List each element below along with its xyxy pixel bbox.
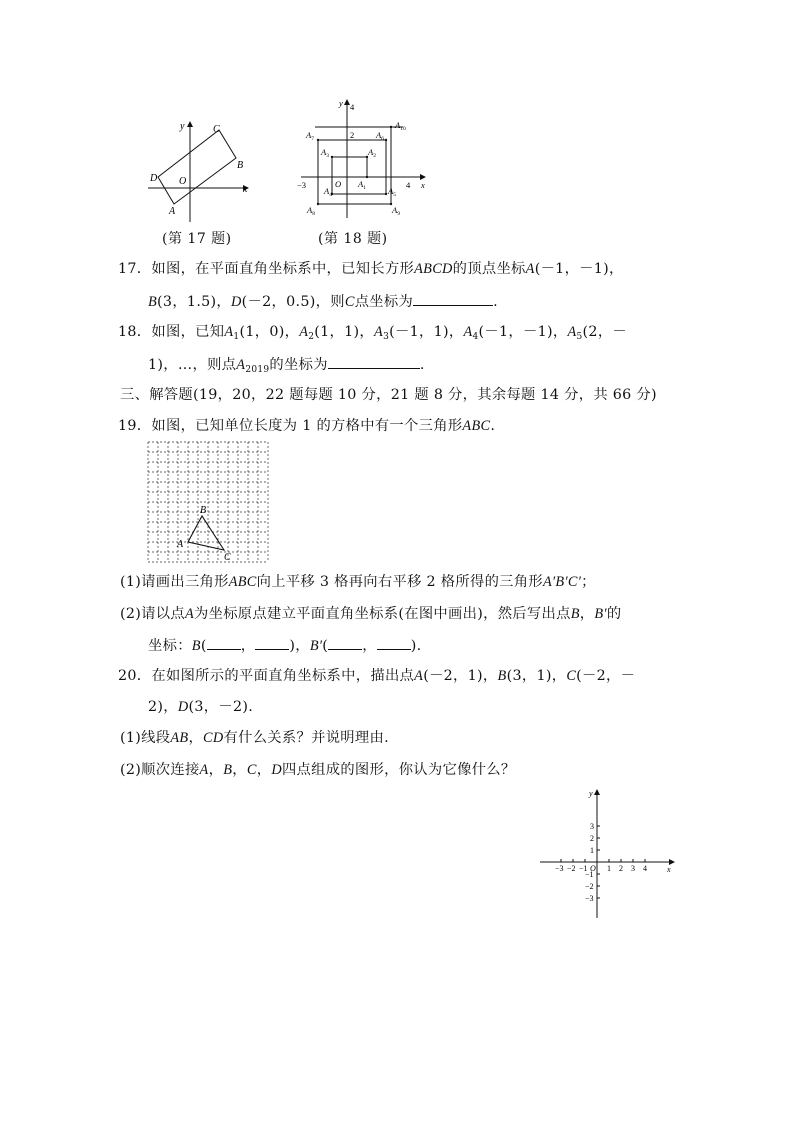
q17-line-1: 17．如图，在平面直角坐标系中，已知长方形ABCD的顶点坐标A(－1，－1)， bbox=[118, 261, 624, 277]
label-a2: $A_2$ bbox=[368, 147, 376, 159]
tick-x-4: 4 bbox=[643, 864, 647, 873]
tick-y-2: 2 bbox=[350, 130, 355, 140]
label-x: x bbox=[243, 184, 248, 195]
tick-x-2: 2 bbox=[619, 864, 623, 873]
tick-y-1: 1 bbox=[590, 846, 594, 855]
tick-x-3: 3 bbox=[631, 864, 635, 873]
caption-figure-18: (第 18 题) bbox=[318, 231, 388, 247]
label-a4: $A_4$ bbox=[324, 186, 332, 198]
figure-20-axes bbox=[536, 786, 680, 922]
rectangle-abcd bbox=[158, 130, 236, 204]
tick-y-2: 2 bbox=[590, 834, 594, 843]
label-d: D bbox=[150, 173, 158, 184]
label-b: B bbox=[237, 160, 244, 171]
tick-x-neg1: −1 bbox=[579, 864, 588, 873]
label-a9: $A_9$ bbox=[392, 205, 400, 217]
tick-y-neg2: −2 bbox=[585, 882, 594, 891]
answer-blank-b2-x[interactable] bbox=[328, 634, 362, 650]
label-a10: $A_{10}$ bbox=[395, 120, 406, 132]
figure-18 bbox=[295, 96, 435, 222]
label-x: x bbox=[421, 180, 425, 190]
label-o: O bbox=[335, 179, 342, 189]
label-c: C bbox=[224, 552, 231, 563]
label-y: y bbox=[589, 789, 593, 798]
section-3-title: 三、解答题(19，20，22 题每题 10 分，21 题 8 分，其余每题 14 分，共 66 分) bbox=[120, 387, 657, 403]
label-y: y bbox=[339, 98, 343, 108]
figure-17 bbox=[140, 118, 260, 228]
tick-y-4: 4 bbox=[350, 102, 355, 112]
q20-line-2: 2)，D(3，－2). bbox=[148, 699, 254, 715]
tick-y-neg3: −3 bbox=[585, 894, 594, 903]
label-a6: $A_6$ bbox=[376, 130, 384, 142]
tick-y-neg1: −1 bbox=[585, 870, 594, 879]
answer-blank-b-x[interactable] bbox=[207, 634, 241, 650]
q19-line-1: 19．如图，已知单位长度为 1 的方格中有一个三角形ABC. bbox=[118, 418, 496, 434]
label-a: A bbox=[177, 539, 184, 550]
tick-y-3: 3 bbox=[590, 822, 594, 831]
q19-part-2: (2)请以点A为坐标原点建立平面直角坐标系(在图中画出)，然后写出点B，B′的 bbox=[120, 606, 622, 622]
label-a8: $A_8$ bbox=[307, 205, 315, 217]
label-c: C bbox=[213, 124, 220, 135]
label-a: A bbox=[169, 206, 176, 217]
q20-part-1: (1)线段AB，CD有什么关系？并说明理由. bbox=[120, 730, 389, 746]
tick-x-1: 1 bbox=[607, 864, 611, 873]
q18-line-1: 18．如图，已知$A_1(1$，0)，$A_2(1$，1)，$A_3(-1$，1)，$A_4(-1$，－1)，$A_5(2$，－ bbox=[118, 324, 628, 342]
label-a1: $A_1$ bbox=[358, 179, 366, 191]
q19-part-2-answer: 坐标：B( ， )，B′( ， ). bbox=[148, 634, 422, 655]
figure-19-grid bbox=[146, 440, 276, 566]
label-a5: $A_5$ bbox=[388, 186, 396, 198]
answer-blank-17[interactable] bbox=[413, 290, 493, 306]
answer-blank-b2-y[interactable] bbox=[377, 634, 411, 650]
tick-x-4: 4 bbox=[406, 180, 411, 190]
q17-line-2: B(3，1.5)，D(－2，0.5)，则C点坐标为 . bbox=[148, 290, 498, 311]
caption-figure-17: (第 17 题) bbox=[162, 231, 232, 247]
label-o: O bbox=[179, 176, 187, 187]
tick-x-neg3: −3 bbox=[555, 864, 564, 873]
answer-blank-b-y[interactable] bbox=[255, 634, 289, 650]
label-y: y bbox=[180, 121, 185, 132]
triangle-abc bbox=[188, 516, 224, 550]
q20-part-2: (2)顺次连接A，B，C，D四点组成的图形，你认为它像什么？ bbox=[120, 762, 516, 778]
answer-blank-18[interactable] bbox=[328, 353, 420, 369]
q20-line-1: 20．在如图所示的平面直角坐标系中，描出点A(－2，1)，B(3，1)，C(－2，－ bbox=[118, 668, 636, 684]
label-o: O bbox=[590, 864, 596, 873]
label-a7: $A_7$ bbox=[306, 130, 314, 142]
label-a3: $A_3$ bbox=[321, 147, 329, 159]
tick-x-neg3: −3 bbox=[297, 180, 307, 190]
tick-x-neg2: −2 bbox=[567, 864, 576, 873]
q19-part-1: (1)请画出三角形ABC向上平移 3 格再向右平移 2 格所得的三角形A′B′C′； bbox=[120, 574, 596, 590]
label-x: x bbox=[667, 865, 671, 874]
q18-line-2: 1)，…，则点$A_{2019}$的坐标为 . bbox=[148, 353, 425, 374]
label-b: B bbox=[200, 505, 207, 516]
